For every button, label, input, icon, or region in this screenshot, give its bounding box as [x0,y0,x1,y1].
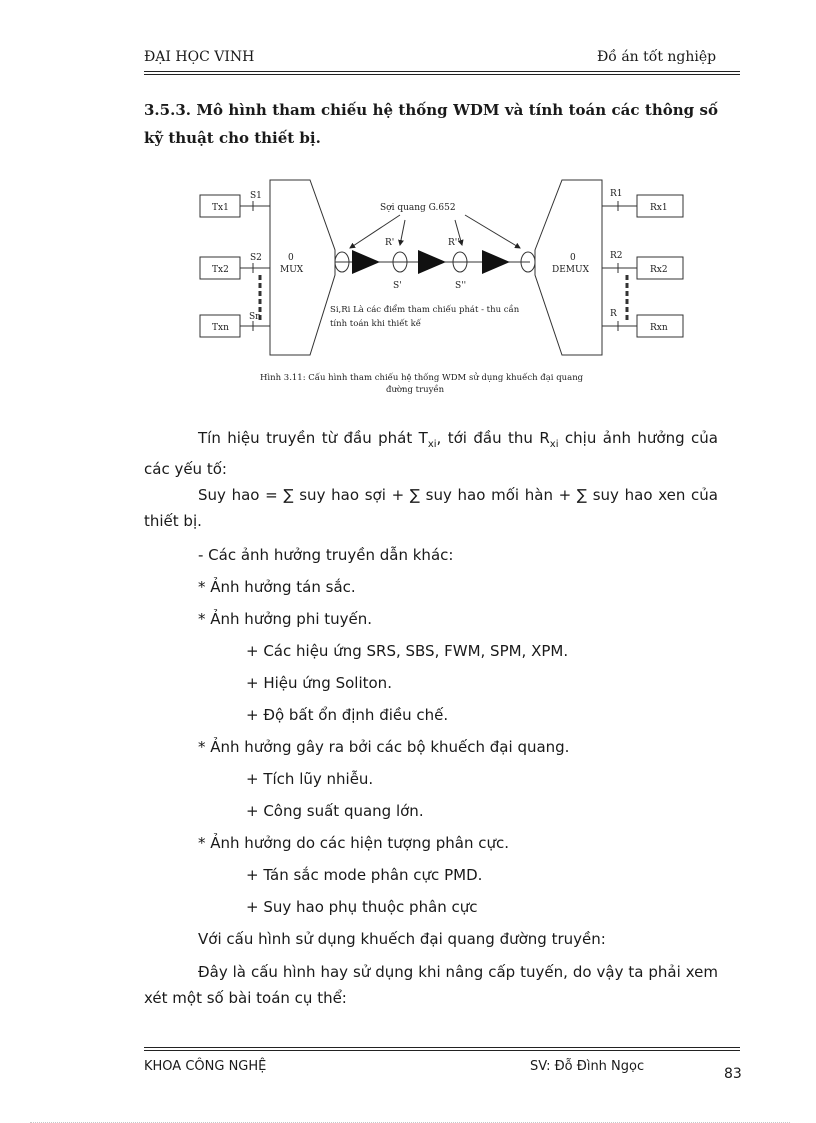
list-item: * Ảnh hưởng phi tuyến. [198,610,373,628]
fiber-label: Sợi quang G.652 [380,203,456,213]
tx1-label: Tx1 [212,203,229,213]
list-item: * Ảnh hưởng gây ra bởi các bộ khuếch đại quang. [198,738,570,756]
paragraph-upgrade: Đây là cấu hình hay sử dụng khi nâng cấp tuyến, do vậy ta phải xem xét một số bài toán cụ thể: [144,963,718,1007]
list-item: + Tán sắc mode phân cực PMD. [246,866,483,884]
footer-right: SV: Đỗ Đình Ngọc [530,1059,645,1074]
amplifier-1 [352,250,380,274]
list-item: * Ảnh hưởng do các hiện tượng phân cực. [198,834,510,852]
list-item: - Các ảnh hưởng truyền dẫn khác: [198,546,454,564]
txn-label: Txn [212,323,229,333]
list-item: + Độ bất ổn định điều chế. [246,706,449,724]
mux-label: MUX [280,265,304,275]
s2-label: S2 [250,253,262,263]
header-rule-2 [144,74,740,75]
figure-note-2: tính toán khi thiết kế [330,319,421,329]
s1-label: S1 [250,191,262,201]
r-prime-label: R' [385,238,395,248]
s-double-prime-label: S'' [455,281,467,291]
demux-label: DEMUX [552,265,589,275]
sn-label: Sn [249,312,261,322]
figure-caption-1: Hình 3.11: Cấu hình tham chiếu hệ thống WDM sử dụng khuếch đại quang [260,373,584,383]
paragraph-loss: Suy hao = ∑ suy hao sợi + ∑ suy hao mối hàn + ∑ suy hao xen của thiết bị. [144,486,718,530]
footer-rule [144,1047,740,1048]
amplifier-2 [418,250,446,274]
list-item: + Các hiệu ứng SRS, SBS, FWM, SPM, XPM. [246,642,569,660]
header-rule [144,71,740,72]
footer-rule-2 [144,1050,740,1051]
list-item: + Suy hao phụ thuộc phân cực [246,898,478,916]
rxn-label: Rxn [650,323,668,333]
s-prime-label: S' [393,281,402,291]
rn-label: R [610,309,617,319]
figure-caption-2: đường truyền [386,385,445,395]
list-item: + Công suất quang lớn. [246,802,424,820]
demux-zero: 0 [570,253,576,263]
r1-label: R1 [610,189,623,199]
r2-label: R2 [610,251,623,261]
list-item: + Tích lũy nhiễu. [246,770,374,788]
mux-zero: 0 [288,253,294,263]
paragraph-signal: Tín hiệu truyền từ đầu phát $T_{xi}$, tới đầu thu $R_{xi}$ chịu ảnh hưởng của các yếu tố: [144,429,718,478]
page-number: 83 [724,1066,742,1082]
header-left: ĐẠI HỌC VINH [144,49,255,65]
list-item: * Ảnh hưởng tán sắc. [198,578,356,596]
tx2-label: Tx2 [212,265,229,275]
amplifier-3 [482,250,510,274]
rx1-label: Rx1 [650,203,668,213]
footer-left: KHOA CÔNG NGHỆ [144,1059,267,1074]
rx2-label: Rx2 [650,265,668,275]
list-item: Với cấu hình sử dụng khuếch đại quang đường truyền: [198,930,606,948]
list-item: + Hiệu ứng Soliton. [246,674,392,692]
r-double-prime-label: R'' [448,238,460,248]
section-title: 3.5.3. Mô hình tham chiếu hệ thống WDM và tính toán các thông số kỹ thuật cho thiết bị. [144,101,718,147]
figure-note-1: Si,Ri Là các điểm tham chiếu phát - thu cần [330,305,520,315]
header-right: Đồ án tốt nghiệp [597,49,717,65]
wdm-reference-diagram [190,170,700,405]
